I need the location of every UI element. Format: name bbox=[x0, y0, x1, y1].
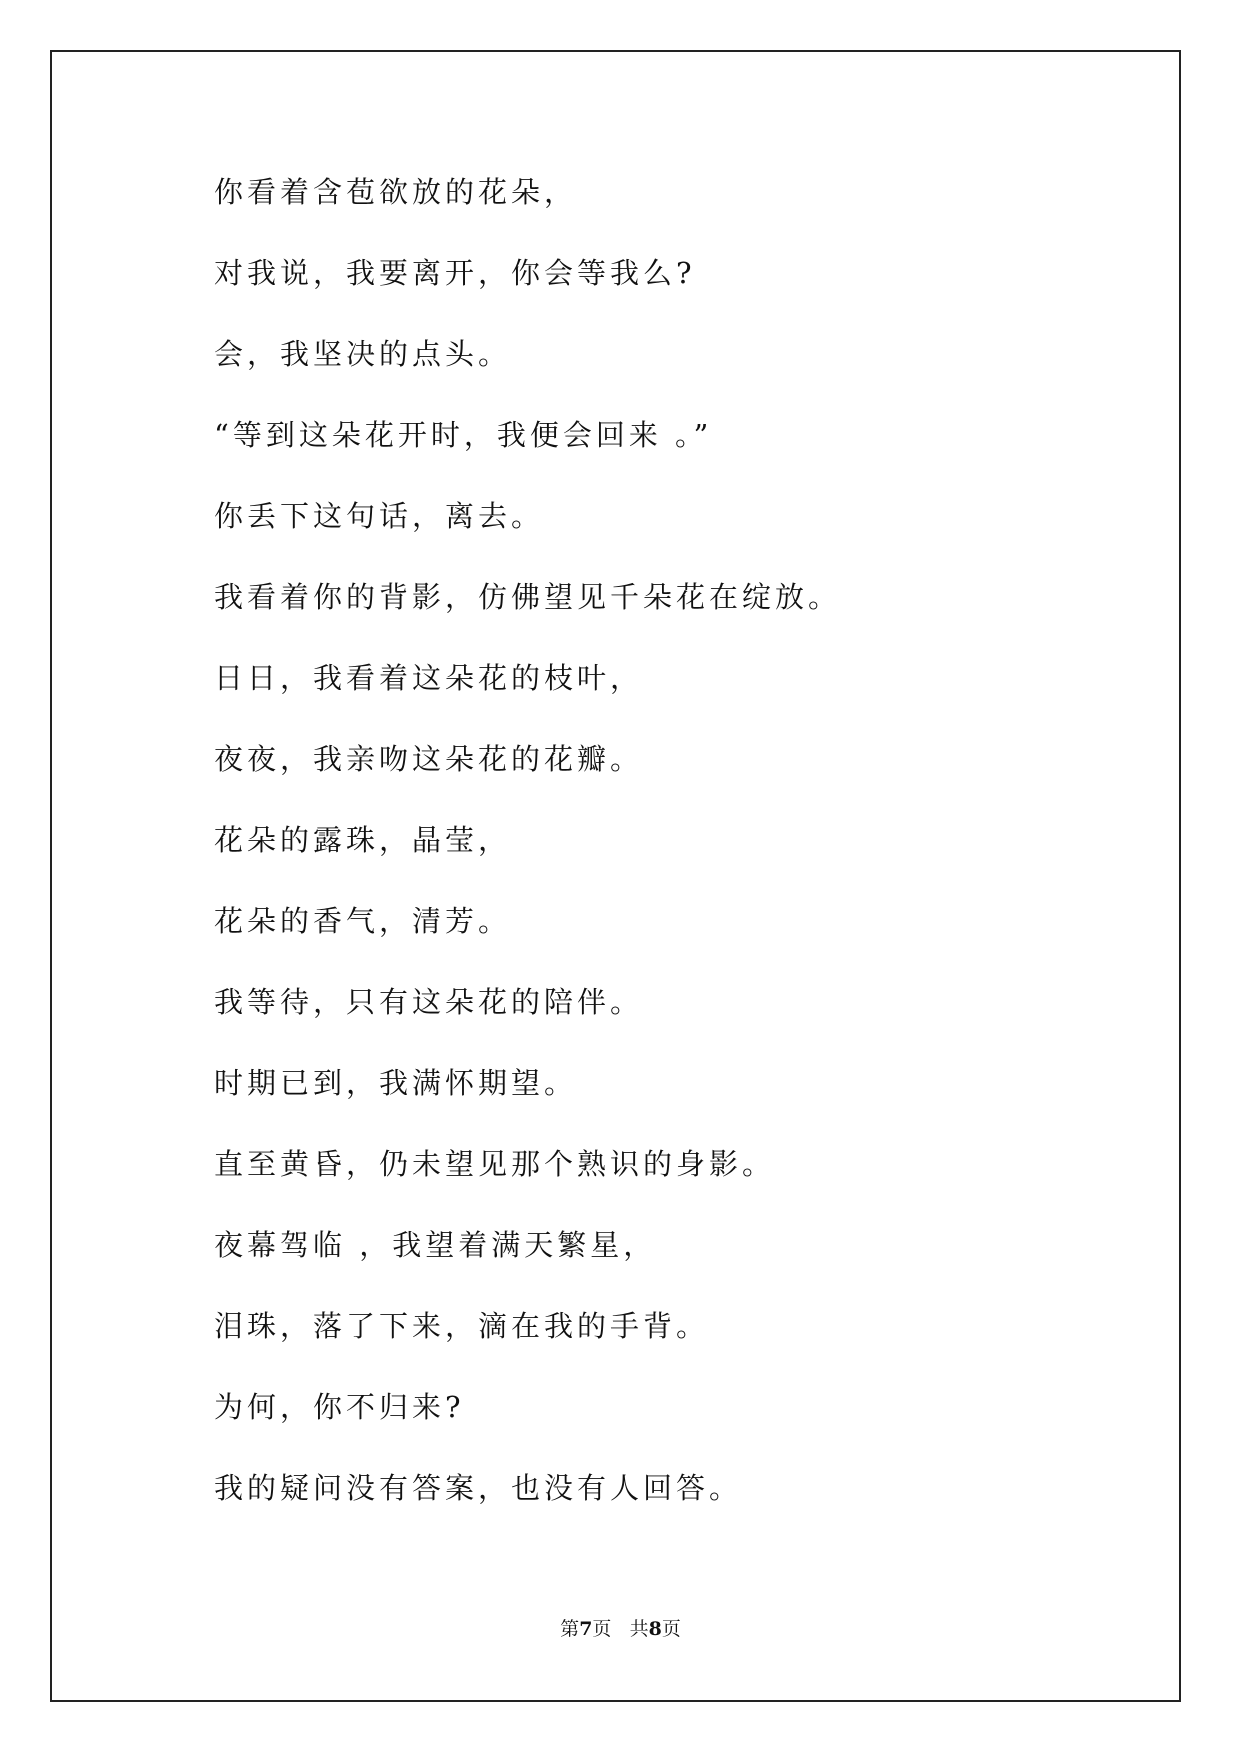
poem-line: “等到这朵花开时，我便会回来 。” bbox=[214, 418, 713, 452]
total-suffix: 页 bbox=[661, 1618, 681, 1640]
poem-line: 我等待，只有这朵花的陪伴。 bbox=[214, 985, 644, 1019]
poem-line: 夜夜，我亲吻这朵花的花瓣。 bbox=[214, 742, 644, 776]
page-suffix: 页 bbox=[592, 1618, 612, 1640]
poem-line: 你丢下这句话，离去。 bbox=[214, 499, 545, 533]
poem-line: 日日，我看着这朵花的枝叶， bbox=[214, 661, 644, 695]
poem-line: 花朵的露珠，晶莹， bbox=[214, 823, 512, 857]
poem-line: 夜幕驾临 ，我望着满天繁星， bbox=[214, 1228, 657, 1262]
poem-line: 会，我坚决的点头。 bbox=[214, 337, 512, 371]
poem-line: 对我说，我要离开，你会等我么? bbox=[214, 256, 696, 290]
poem-line: 为何，你不归来? bbox=[214, 1390, 465, 1424]
total-prefix: 共 bbox=[629, 1618, 649, 1640]
poem-line: 我的疑问没有答案，也没有人回答。 bbox=[214, 1471, 743, 1505]
page-border bbox=[50, 50, 1181, 1702]
page-prefix: 第 bbox=[560, 1618, 580, 1640]
current-page-number: 7 bbox=[579, 1618, 593, 1640]
poem-line: 花朵的香气，清芳。 bbox=[214, 904, 512, 938]
poem-line: 泪珠，落了下来，滴在我的手背。 bbox=[214, 1309, 710, 1343]
poem-line: 我看着你的背影，仿佛望见千朵花在绽放。 bbox=[214, 580, 842, 614]
poem-line: 你看着含苞欲放的花朵， bbox=[214, 175, 578, 209]
total-page-number: 8 bbox=[648, 1618, 662, 1640]
poem-line: 时期已到，我满怀期望。 bbox=[214, 1066, 578, 1100]
poem-line: 直至黄昏，仍未望见那个熟识的身影。 bbox=[214, 1147, 776, 1181]
page-number-footer bbox=[0, 1620, 1241, 1639]
